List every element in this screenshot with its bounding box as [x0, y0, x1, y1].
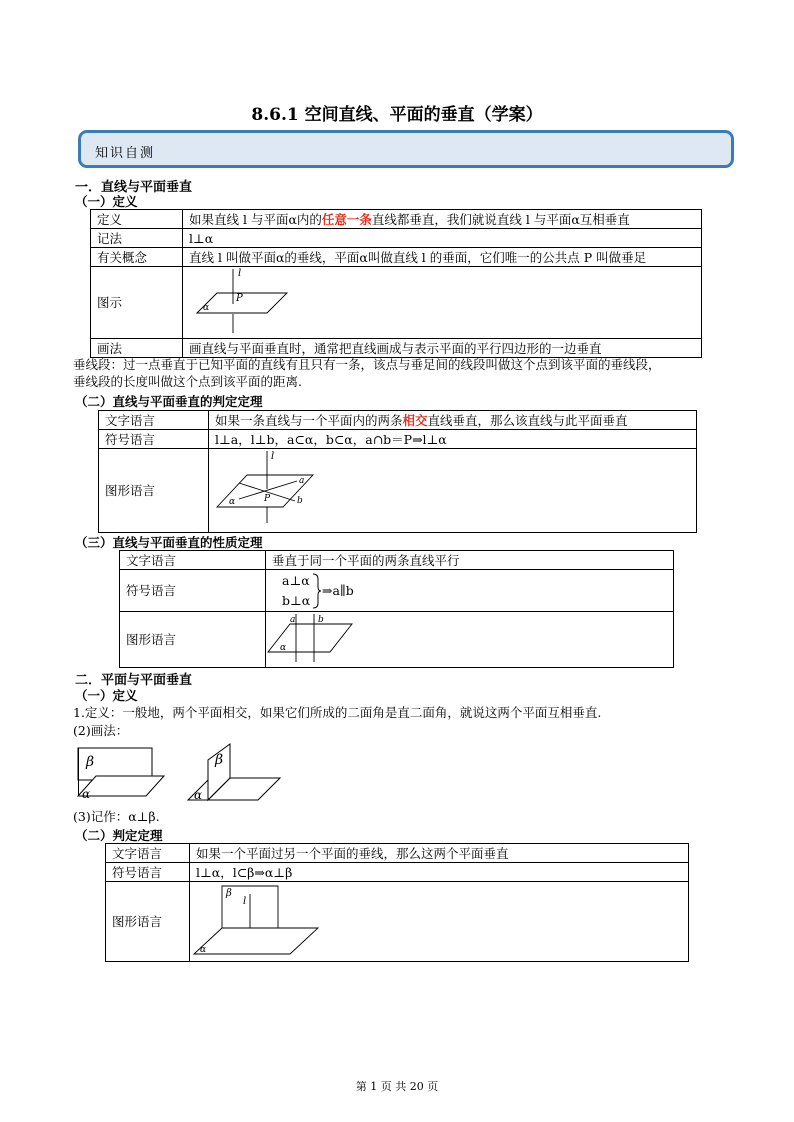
table-row	[106, 844, 689, 863]
table-row	[91, 210, 702, 229]
row-key: 文字语言	[106, 844, 190, 863]
row-key: 图形语言	[106, 882, 190, 962]
row-key: 图示	[91, 267, 183, 339]
table-row	[99, 430, 697, 449]
table-row	[106, 863, 689, 882]
symbol-cell	[266, 570, 674, 612]
svg-text:α: α	[229, 497, 236, 507]
figure-cell	[209, 449, 697, 533]
property-table	[119, 550, 674, 668]
table-row	[91, 248, 702, 267]
page-footer: 第 1 页 共 20 页	[355, 1080, 439, 1093]
property-figure	[266, 612, 356, 664]
definition-table	[90, 209, 702, 358]
table-row	[91, 339, 702, 358]
table-row	[91, 267, 702, 339]
svg-text:b: b	[297, 496, 303, 506]
svg-text:P: P	[236, 293, 243, 304]
section-banner	[78, 130, 734, 168]
row-value: 如果一个平面过另一个平面的垂线，那么这两个平面垂直	[190, 844, 689, 863]
row-value: 垂直于同一个平面的两条直线平行	[266, 551, 674, 570]
banner-label: 知识自测	[95, 146, 156, 161]
row-key: 有关概念	[91, 248, 183, 267]
section-2-sub2: （二）判定定理	[75, 828, 163, 843]
row-key: 符号语言	[106, 863, 190, 882]
line-plane-perp-figure	[183, 267, 293, 335]
row-value: l⊥α	[183, 229, 702, 248]
table-row	[120, 551, 674, 570]
table-row	[99, 411, 697, 430]
symbol-conclusion: ⇒a∥b	[322, 582, 354, 598]
judgement-figure	[209, 449, 319, 529]
section-1-sub3: （三）直线与平面垂直的性质定理	[75, 535, 263, 550]
notation-line: (3)记作：α⊥β.	[73, 809, 160, 824]
svg-text:l: l	[238, 268, 242, 279]
svg-text:P: P	[264, 494, 271, 504]
row-value: 直线 l 叫做平面α的垂线，平面α叫做直线 l 的垂面，它们唯一的公共点 P 叫做垂足	[183, 248, 702, 267]
section-2-sub1: （一）定义	[75, 688, 138, 703]
brace-icon	[312, 573, 322, 609]
row-key: 定义	[91, 210, 183, 229]
table-row	[91, 229, 702, 248]
svg-text:b: b	[318, 615, 324, 625]
plane-perp-definition: 1.定义：一般地，两个平面相交，如果它们所成的二面角是直二面角，就说这两个平面互相垂直.	[73, 705, 602, 720]
svg-text:l: l	[271, 451, 275, 462]
svg-text:α: α	[203, 303, 210, 313]
svg-text:β: β	[86, 754, 95, 770]
row-value: 画直线与平面垂直时，通常把直线画成与表示平面的平行四边形的一边垂直	[183, 339, 702, 358]
row-key: 文字语言	[120, 551, 266, 570]
table-row	[106, 882, 689, 962]
svg-text:α: α	[200, 945, 207, 955]
plane-judgement-table	[105, 843, 689, 962]
row-key: 图形语言	[120, 612, 266, 668]
row-key: 画法	[91, 339, 183, 358]
section-2-heading: 二．平面与平面垂直	[75, 673, 193, 688]
plane-judgement-figure	[190, 882, 320, 958]
judgement-table	[98, 410, 697, 533]
table-row	[99, 449, 697, 533]
svg-text:l: l	[243, 896, 247, 907]
row-key: 记法	[91, 229, 183, 248]
svg-text:β: β	[215, 752, 224, 768]
section-1-heading: 一．直线与平面垂直	[75, 180, 193, 195]
figure-cell	[183, 267, 702, 339]
figure-cell	[190, 882, 689, 962]
svg-text:α: α	[194, 788, 203, 802]
symbol-line-1: a⊥α	[282, 572, 310, 588]
row-key: 符号语言	[120, 570, 266, 612]
row-key: 图形语言	[99, 449, 209, 533]
row-key: 符号语言	[99, 430, 209, 449]
svg-text:β: β	[226, 888, 232, 899]
row-value: l⊥a，l⊥b，a⊂α，b⊂α，a∩b＝P⇒l⊥α	[209, 430, 697, 449]
svg-text:α: α	[82, 787, 91, 801]
table-row	[120, 612, 674, 668]
perp-segment-note-2: 垂线段的长度叫做这个点到该平面的距离.	[73, 374, 302, 389]
perp-segment-note-1: 垂线段：过一点垂直于已知平面的直线有且只有一条，该点与垂足间的线段叫做这个点到该平面的垂线段，	[73, 357, 661, 372]
svg-text:α: α	[280, 643, 287, 653]
table-row	[120, 570, 674, 612]
row-value: 如果一条直线与一个平面内的两条相交直线垂直，那么该直线与此平面垂直	[209, 411, 697, 430]
plane-perp-figure-1	[76, 746, 166, 802]
section-1-sub1: （一）定义	[75, 194, 138, 209]
symbol-line-2: b⊥α	[282, 592, 311, 608]
drawing-method-label: (2)画法：	[73, 723, 129, 738]
figure-cell	[266, 612, 674, 668]
row-key: 文字语言	[99, 411, 209, 430]
page-title: 8.6.1 空间直线、平面的垂直（学案）	[251, 105, 543, 125]
row-value: l⊥α，l⊂β⇒α⊥β	[190, 863, 689, 882]
section-1-sub2: （二）直线与平面垂直的判定定理	[75, 394, 263, 409]
row-value: 如果直线 l 与平面α内的任意一条直线都垂直，我们就说直线 l 与平面α互相垂直	[183, 210, 702, 229]
plane-perp-figure-2	[186, 742, 286, 804]
svg-text:a: a	[299, 476, 305, 486]
svg-text:a: a	[290, 615, 296, 625]
